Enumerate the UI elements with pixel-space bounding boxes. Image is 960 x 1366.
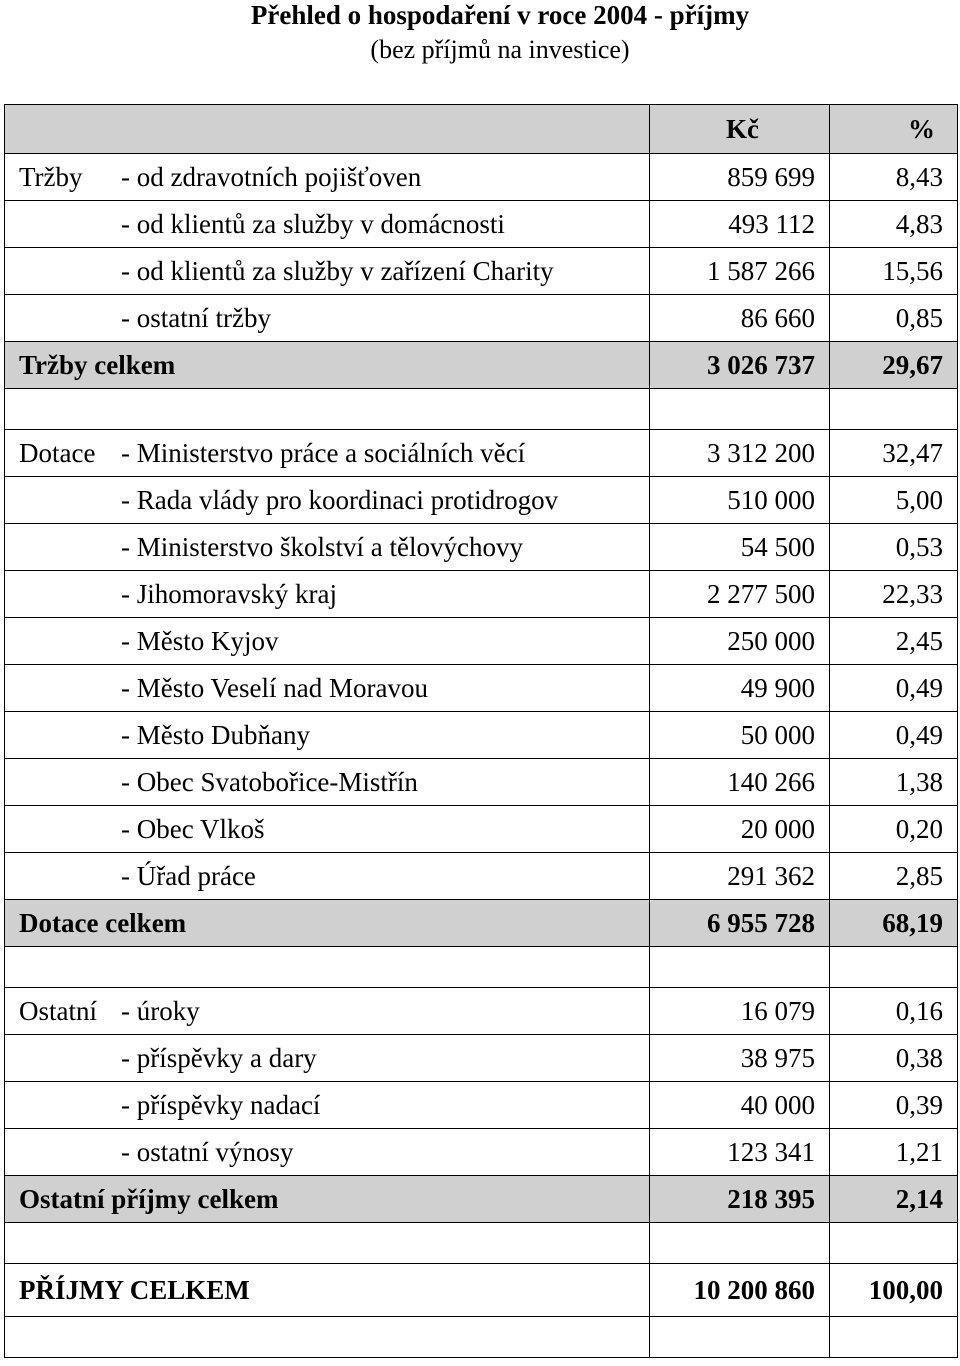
grand-total-label: PŘÍJMY CELKEM <box>5 1264 650 1317</box>
item-label: - ostatní tržby <box>121 303 271 333</box>
item-label: - Jihomoravský kraj <box>121 579 337 609</box>
percent-cell: 2,45 <box>830 618 958 665</box>
item-label: - Město Dubňany <box>121 720 310 750</box>
percent-cell: 0,39 <box>830 1082 958 1129</box>
amount-cell: 49 900 <box>650 665 830 712</box>
amount-cell: 16 079 <box>650 988 830 1035</box>
section-total-row <box>5 1176 958 1223</box>
item-label: - úroky <box>121 996 200 1026</box>
row-label-cell <box>5 295 650 342</box>
item-label: - Úřad práce <box>121 861 256 891</box>
table-row <box>5 1129 958 1176</box>
row-label-cell <box>5 1082 650 1129</box>
page-title: Přehled o hospodaření v roce 2004 - příjmy <box>250 0 750 30</box>
percent-cell: 15,56 <box>830 248 958 295</box>
amount-cell: 20 000 <box>650 806 830 853</box>
item-label: - Rada vlády pro koordinaci protidrogov <box>121 485 559 515</box>
table-row <box>5 248 958 295</box>
item-label: - od klientů za služby v zařízení Charity <box>121 256 554 286</box>
spacer-cell <box>5 1223 650 1264</box>
percent-cell: 22,33 <box>830 571 958 618</box>
section-total-row <box>5 900 958 947</box>
spacer-cell <box>830 947 958 988</box>
spacer-row <box>5 389 958 430</box>
item-label: - příspěvky a dary <box>121 1043 317 1073</box>
spacer-cell <box>650 1317 830 1358</box>
item-label: - od klientů za služby v domácnosti <box>121 209 505 239</box>
amount-cell: 86 660 <box>650 295 830 342</box>
row-label-cell <box>5 665 650 712</box>
header-label-cell <box>5 105 650 154</box>
total-amount: 218 395 <box>650 1176 830 1223</box>
table-row <box>5 988 958 1035</box>
category-label: Tržby <box>19 162 83 192</box>
table-row <box>5 1035 958 1082</box>
percent-cell: 8,43 <box>830 154 958 201</box>
amount-cell: 493 112 <box>650 201 830 248</box>
percent-cell: 0,16 <box>830 988 958 1035</box>
row-label-cell <box>5 571 650 618</box>
row-label-cell <box>5 759 650 806</box>
item-label: - Obec Svatobořice-Mistřín <box>121 767 418 797</box>
amount-cell: 859 699 <box>650 154 830 201</box>
category-label: Ostatní <box>19 996 97 1026</box>
table-row <box>5 665 958 712</box>
spacer-cell <box>650 389 830 430</box>
grand-total-amount: 10 200 860 <box>650 1264 830 1317</box>
percent-cell: 0,49 <box>830 712 958 759</box>
category-label: Dotace <box>19 438 96 468</box>
spacer-row <box>5 947 958 988</box>
row-label-cell <box>5 618 650 665</box>
row-label-cell <box>5 248 650 295</box>
header-currency: Kč <box>650 105 830 154</box>
item-label: - Ministerstvo školství a tělovýchovy <box>121 532 523 562</box>
amount-cell: 291 362 <box>650 853 830 900</box>
percent-cell: 1,21 <box>830 1129 958 1176</box>
income-table <box>4 104 958 1358</box>
total-label: Tržby celkem <box>5 342 650 389</box>
amount-cell: 123 341 <box>650 1129 830 1176</box>
amount-cell: 50 000 <box>650 712 830 759</box>
table-row <box>5 806 958 853</box>
spacer-cell <box>5 389 650 430</box>
table-row <box>5 430 958 477</box>
row-label-cell <box>5 853 650 900</box>
item-label: - Město Veselí nad Moravou <box>121 673 428 703</box>
section-total-row <box>5 342 958 389</box>
table-row <box>5 524 958 571</box>
amount-cell: 510 000 <box>650 477 830 524</box>
amount-cell: 3 312 200 <box>650 430 830 477</box>
spacer-cell <box>5 1317 650 1358</box>
row-label-cell <box>5 201 650 248</box>
total-label: Ostatní příjmy celkem <box>5 1176 650 1223</box>
spacer-cell <box>830 1317 958 1358</box>
row-label-cell <box>5 1035 650 1082</box>
percent-cell: 0,38 <box>830 1035 958 1082</box>
item-label: - Obec Vlkoš <box>121 814 265 844</box>
amount-cell: 54 500 <box>650 524 830 571</box>
percent-cell: 1,38 <box>830 759 958 806</box>
amount-cell: 1 587 266 <box>650 248 830 295</box>
table-row <box>5 571 958 618</box>
table-row <box>5 759 958 806</box>
spacer-row <box>5 1317 958 1358</box>
spacer-row <box>5 1223 958 1264</box>
spacer-cell <box>5 947 650 988</box>
amount-cell: 250 000 <box>650 618 830 665</box>
total-label: Dotace celkem <box>5 900 650 947</box>
item-label: - Město Kyjov <box>121 626 279 656</box>
table-row <box>5 712 958 759</box>
total-percent: 2,14 <box>830 1176 958 1223</box>
table-row <box>5 201 958 248</box>
table-row <box>5 295 958 342</box>
amount-cell: 2 277 500 <box>650 571 830 618</box>
item-label: - ostatní výnosy <box>121 1137 294 1167</box>
table-row <box>5 1082 958 1129</box>
spacer-cell <box>650 947 830 988</box>
total-amount: 6 955 728 <box>650 900 830 947</box>
item-label: - od zdravotních pojišťoven <box>121 162 422 192</box>
grand-total-percent: 100,00 <box>830 1264 958 1317</box>
grand-total-row <box>5 1264 958 1317</box>
row-label-cell <box>5 430 650 477</box>
spacer-cell <box>650 1223 830 1264</box>
total-amount: 3 026 737 <box>650 342 830 389</box>
row-label-cell <box>5 154 650 201</box>
percent-cell: 0,20 <box>830 806 958 853</box>
total-percent: 29,67 <box>830 342 958 389</box>
row-label-cell <box>5 477 650 524</box>
percent-cell: 0,53 <box>830 524 958 571</box>
percent-cell: 4,83 <box>830 201 958 248</box>
spacer-cell <box>830 389 958 430</box>
header-row <box>5 105 958 154</box>
amount-cell: 140 266 <box>650 759 830 806</box>
row-label-cell <box>5 712 650 759</box>
row-label-cell <box>5 524 650 571</box>
total-percent: 68,19 <box>830 900 958 947</box>
amount-cell: 40 000 <box>650 1082 830 1129</box>
table-row <box>5 618 958 665</box>
item-label: - příspěvky nadací <box>121 1090 321 1120</box>
table-row <box>5 853 958 900</box>
row-label-cell <box>5 806 650 853</box>
row-label-cell <box>5 1129 650 1176</box>
percent-cell: 0,49 <box>830 665 958 712</box>
row-label-cell <box>5 988 650 1035</box>
percent-cell: 2,85 <box>830 853 958 900</box>
percent-cell: 0,85 <box>830 295 958 342</box>
percent-cell: 32,47 <box>830 430 958 477</box>
percent-cell: 5,00 <box>830 477 958 524</box>
table-row <box>5 154 958 201</box>
item-label: - Ministerstvo práce a sociálních věcí <box>121 438 526 468</box>
header-percent: % <box>830 105 958 154</box>
amount-cell: 38 975 <box>650 1035 830 1082</box>
table-row <box>5 477 958 524</box>
spacer-cell <box>830 1223 958 1264</box>
page-subtitle: (bez příjmů na investice) <box>370 35 630 64</box>
